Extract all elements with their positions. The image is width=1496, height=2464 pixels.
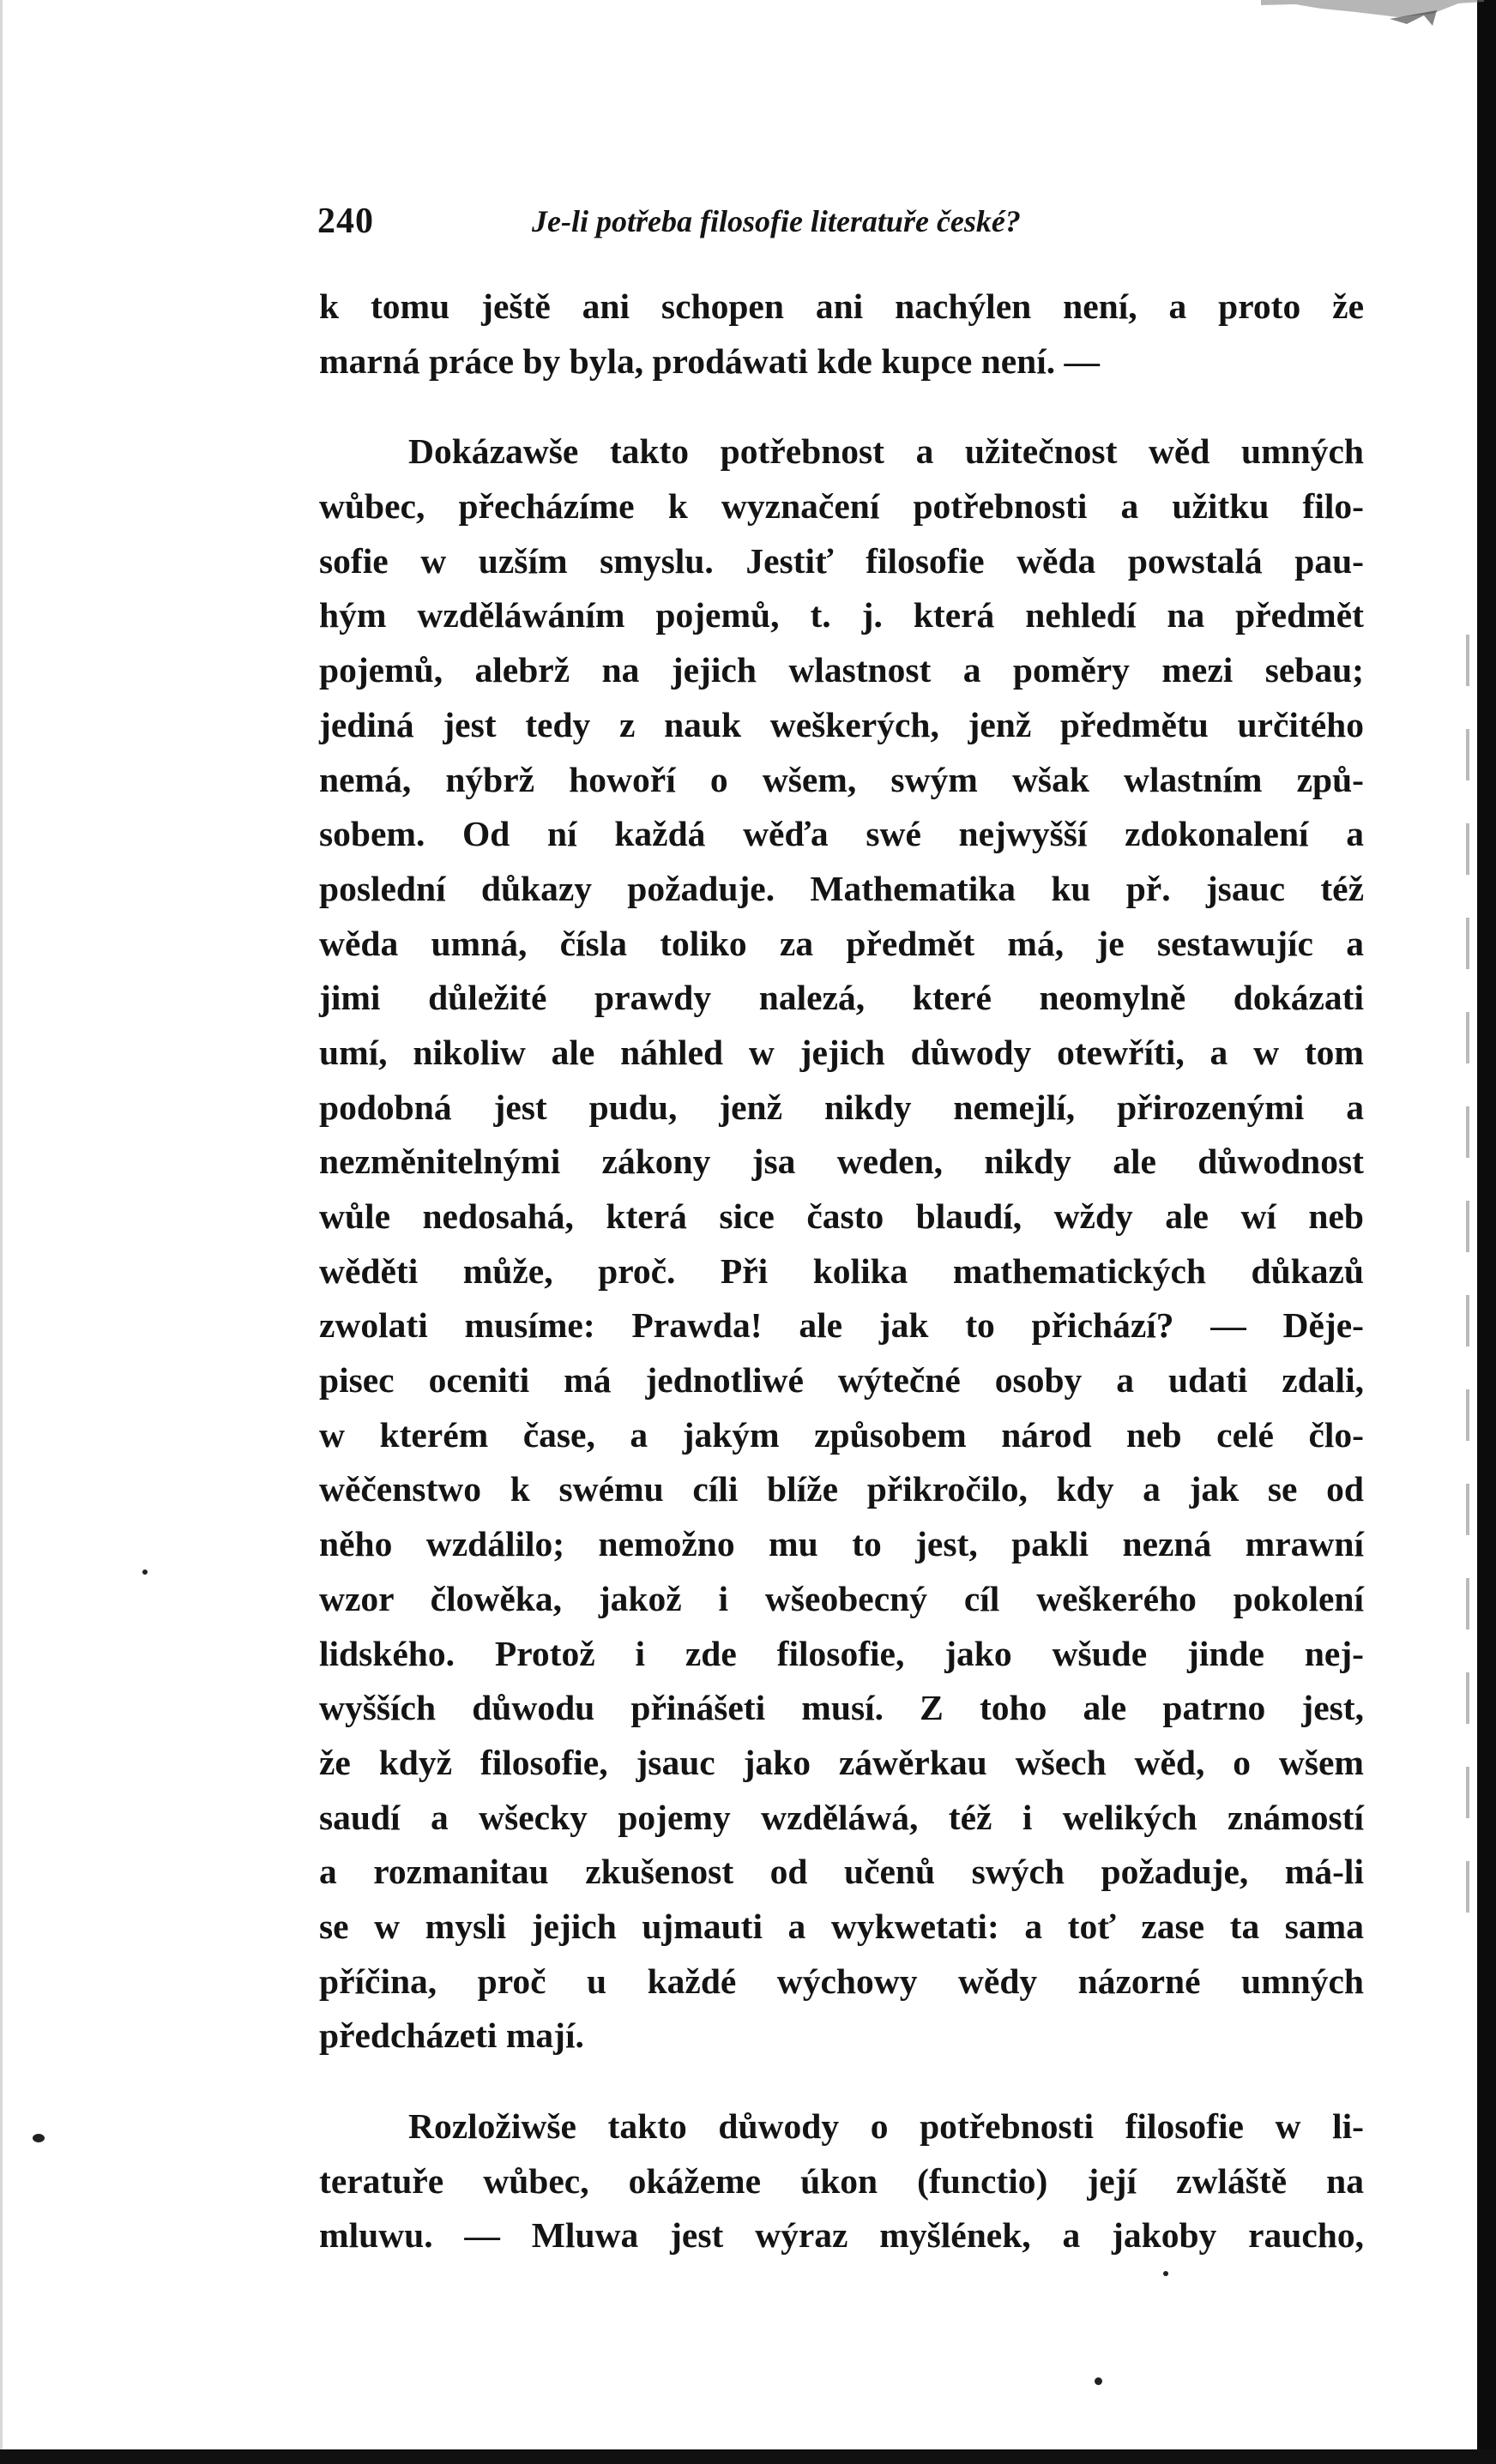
text-line: pisec oceniti má jednotliwé wýtečné osoby a udati zdali, <box>319 1360 1364 1401</box>
text-line: sofie w uzším smyslu. Jestiť filosofie wěda powstalá pau- <box>319 540 1364 581</box>
running-head <box>317 196 1141 247</box>
text-line: podobná jest pudu, jenž nikdy nemejlí, přirozenými a <box>319 1087 1364 1127</box>
scan-speck <box>142 1569 148 1575</box>
text-line: teratuře wůbec, okážeme úkon (functio) její zwláště na <box>319 2160 1364 2201</box>
text-line: lidského. Protož i zde filosofie, jako wšude jinde nej- <box>319 1633 1364 1673</box>
paragraph <box>319 2100 1364 2263</box>
paragraph <box>319 425 1364 2063</box>
scan-speck <box>1095 2377 1102 2385</box>
scan-corner-smudge <box>1261 0 1484 34</box>
paragraph <box>319 280 1364 389</box>
text-line: wyšších důwodu přinášeti musí. Z toho ale patrno jest, <box>319 1688 1364 1728</box>
text-line: jediná jest tedy z nauk weškerých, jenž předmětu určitého <box>319 704 1364 744</box>
scan-right-border <box>1477 0 1496 2464</box>
text-line: wzor člowěka, jakož i wšeobecný cíl weškerého pokolení <box>319 1578 1364 1618</box>
text-line: saudí a wšecky pojemy wzděláwá, též i welikých známostí <box>319 1797 1364 1837</box>
text-line: nemá, nýbrž howoří o wšem, swým wšak wlastním způ- <box>319 759 1364 799</box>
text-line: pojemů, alebrž na jejich wlastnost a poměry mezi sebau; <box>319 650 1364 690</box>
text-line: se w mysli jejich ujmauti a wykwetati: a toť zase ta sama <box>319 1906 1364 1946</box>
text-line: předcházeti mají. <box>319 2015 584 2056</box>
text-line: příčina, proč u každé wýchowy wědy názorné umných <box>319 1961 1364 2001</box>
page-body <box>319 280 1364 2263</box>
text-line: k tomu ještě ani schopen ani nachýlen není, a proto že <box>319 286 1364 326</box>
scan-bottom-border <box>0 2449 1496 2464</box>
scan-speck <box>1163 2271 1168 2276</box>
text-line: wěčenstwo k swému cíli blíže přikročilo, kdy a jak se od <box>319 1469 1364 1509</box>
scan-speck <box>33 2134 45 2142</box>
text-line: hým wzděláwáním pojemů, t. j. která nehledí na předmět <box>319 595 1364 636</box>
text-line: umí, nikoliw ale náhled w jejich důwody otewříti, a w tom <box>319 1032 1364 1072</box>
text-line: poslední důkazy požaduje. Mathematika ku př. jsauc též <box>319 868 1364 908</box>
text-line: nezměnitelnými zákony jsa weden, nikdy ale důwodnost <box>319 1142 1364 1182</box>
text-line: a rozmanitau zkušenost od učenů swých požaduje, má-li <box>319 1852 1364 1892</box>
text-line: sobem. Od ní každá wěďa swé nejwyšší zdokonalení a <box>319 814 1364 854</box>
text-line: že když filosofie, jsauc jako záwěrkau wšech wěd, o wšem <box>319 1742 1364 1782</box>
scan-edge-marks <box>1466 635 1469 1921</box>
text-line: zwolati musíme: Prawda! ale jak to přichází? — Děje- <box>319 1305 1364 1346</box>
text-line: wěda umná, čísla toliko za předmět má, je sestawujíc a <box>319 923 1364 963</box>
running-title: Je-li potřeba filosofie literatuře české? <box>532 204 1021 238</box>
scan-left-edge <box>0 0 3 2464</box>
text-line: něho wzdálilo; nemožno mu to jest, pakli nezná mrawní <box>319 1524 1364 1564</box>
text-line: wůbec, přecházíme k wyznačení potřebnosti a užitku filo- <box>319 486 1364 527</box>
text-line: wůle nedosahá, která sice často blaudí, wždy ale wí neb <box>319 1196 1364 1236</box>
text-line: wěděti může, proč. Při kolika mathematických důkazů <box>319 1250 1364 1291</box>
text-line: w kterém čase, a jakým způsobem národ neb celé člo- <box>319 1414 1364 1455</box>
page-number: 240 <box>317 202 374 241</box>
text-line: Rozložiwše takto důwody o potřebnosti filosofie w li- <box>408 2106 1364 2146</box>
text-line: marná práce by byla, prodáwati kde kupce není. — <box>319 340 1101 381</box>
text-line: mluwu. — Mluwa jest wýraz myšlének, a jakoby raucho, <box>319 2215 1364 2256</box>
text-line: jimi důležité prawdy nalezá, které neomylně dokázati <box>319 978 1364 1018</box>
text-line: Dokázawše takto potřebnost a užitečnost wěd umných <box>408 431 1364 472</box>
